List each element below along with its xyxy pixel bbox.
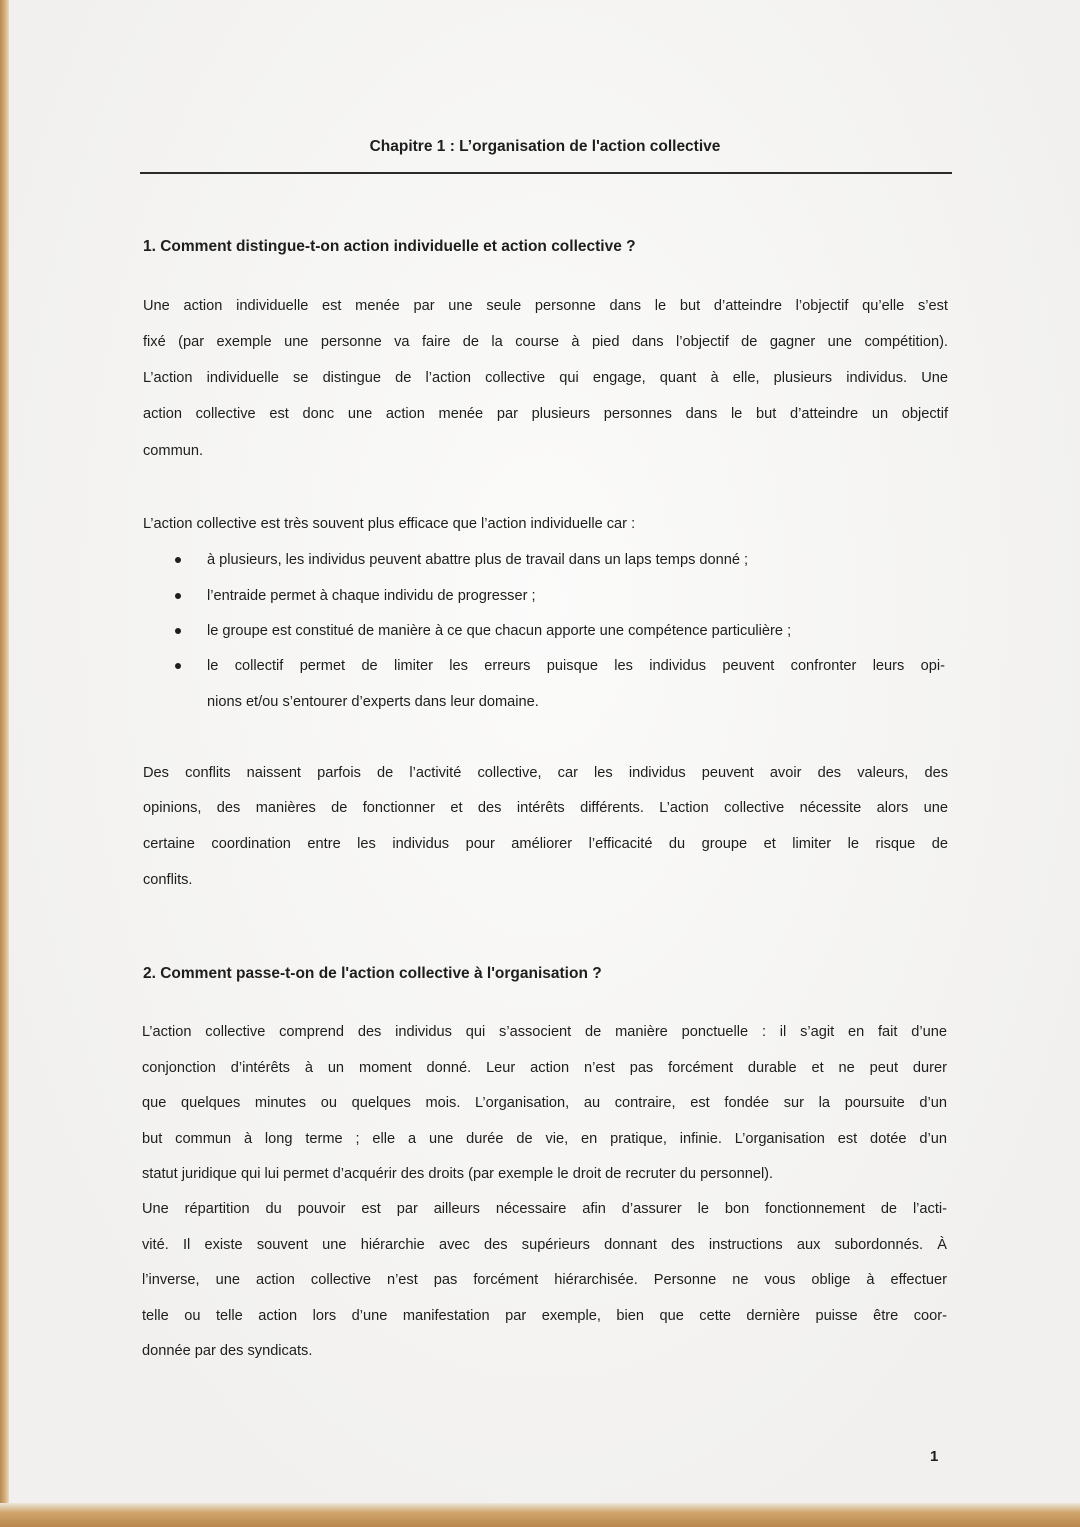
paragraph-line: L’action individuelle se distingue de l’action collective qui engage, quant à elle, plusieurs individus. Une [143, 370, 948, 386]
section-2-heading: 2. Comment passe-t-on de l'action collective à l'organisation ? [143, 965, 602, 982]
bullet-icon [175, 628, 181, 634]
paragraph-line: Des conflits naissent parfois de l’activité collective, car les individus peuvent avoir des valeurs, des [143, 765, 948, 781]
bullet-icon [175, 557, 181, 563]
paragraph-line: donnée par des syndicats. [142, 1343, 313, 1359]
desk-edge-left [0, 0, 9, 1527]
desk-edge-bottom [0, 1503, 1080, 1527]
bullet-icon [175, 663, 181, 669]
list-intro: L’action collective est très souvent plus efficace que l’action individuelle car : [143, 516, 636, 532]
paragraph-line: certaine coordination entre les individus pour améliorer l’efficacité du groupe et limiter le risque de [143, 836, 948, 852]
paragraph-line: statut juridique qui lui permet d’acquérir des droits (par exemple le droit de recruter du personnel). [142, 1166, 774, 1182]
paragraph-line: L’action collective comprend des individus qui s’associent de manière ponctuelle : il s’agit en fait d’une [142, 1024, 947, 1040]
list-item: l’entraide permet à chaque individu de progresser ; [207, 588, 536, 604]
title-rule [140, 172, 952, 174]
list-item-continuation: nions et/ou s’entourer d’experts dans leur domaine. [207, 694, 539, 710]
paragraph-line: commun. [143, 443, 204, 459]
list-item: le groupe est constitué de manière à ce que chacun apporte une compétence particulière ; [207, 623, 792, 639]
page-number: 1 [930, 1448, 939, 1465]
paragraph-line: opinions, des manières de fonctionner et des intérêts différents. L’action collective nécessite alors une [143, 800, 948, 816]
paragraph-line: l’inverse, une action collective n’est pas forcément hiérarchisée. Personne ne vous oblige à effectuer [142, 1272, 947, 1288]
paragraph-line: Une action individuelle est menée par une seule personne dans le but d’atteindre l’objectif qu’elle s’est [143, 298, 948, 314]
paragraph-line: vité. Il existe souvent une hiérarchie avec des supérieurs donnant des instructions aux subordonnés. À [142, 1237, 947, 1253]
paragraph-line: que quelques minutes ou quelques mois. L’organisation, au contraire, est fondée sur la poursuite d’un [142, 1095, 947, 1111]
paragraph-line: Une répartition du pouvoir est par ailleurs nécessaire afin d’assurer le bon fonctionnement de l’acti- [142, 1201, 947, 1217]
section-1-heading: 1. Comment distingue-t-on action individuelle et action collective ? [143, 238, 636, 255]
bullet-icon [175, 593, 181, 599]
chapter-title: Chapitre 1 : L’organisation de l'action collective [369, 138, 721, 155]
paragraph-line: conjonction d’intérêts à un moment donné. Leur action n’est pas forcément durable et ne peut durer [142, 1060, 947, 1076]
paragraph-line: but commun à long terme ; elle a une durée de vie, en pratique, infinie. L’organisation est dotée d’un [142, 1131, 947, 1147]
paragraph-line: conflits. [143, 872, 193, 888]
list-item: le collectif permet de limiter les erreurs puisque les individus peuvent confronter leurs opi- [207, 658, 945, 674]
list-item: à plusieurs, les individus peuvent abattre plus de travail dans un laps temps donné ; [207, 552, 749, 568]
paragraph-line: fixé (par exemple une personne va faire de la course à pied dans l’objectif de gagner une compétition). [143, 334, 948, 350]
paragraph-line: action collective est donc une action menée par plusieurs personnes dans le but d’atteindre un objectif [143, 406, 948, 422]
paragraph-line: telle ou telle action lors d’une manifestation par exemple, bien que cette dernière puisse être coor- [142, 1308, 947, 1324]
